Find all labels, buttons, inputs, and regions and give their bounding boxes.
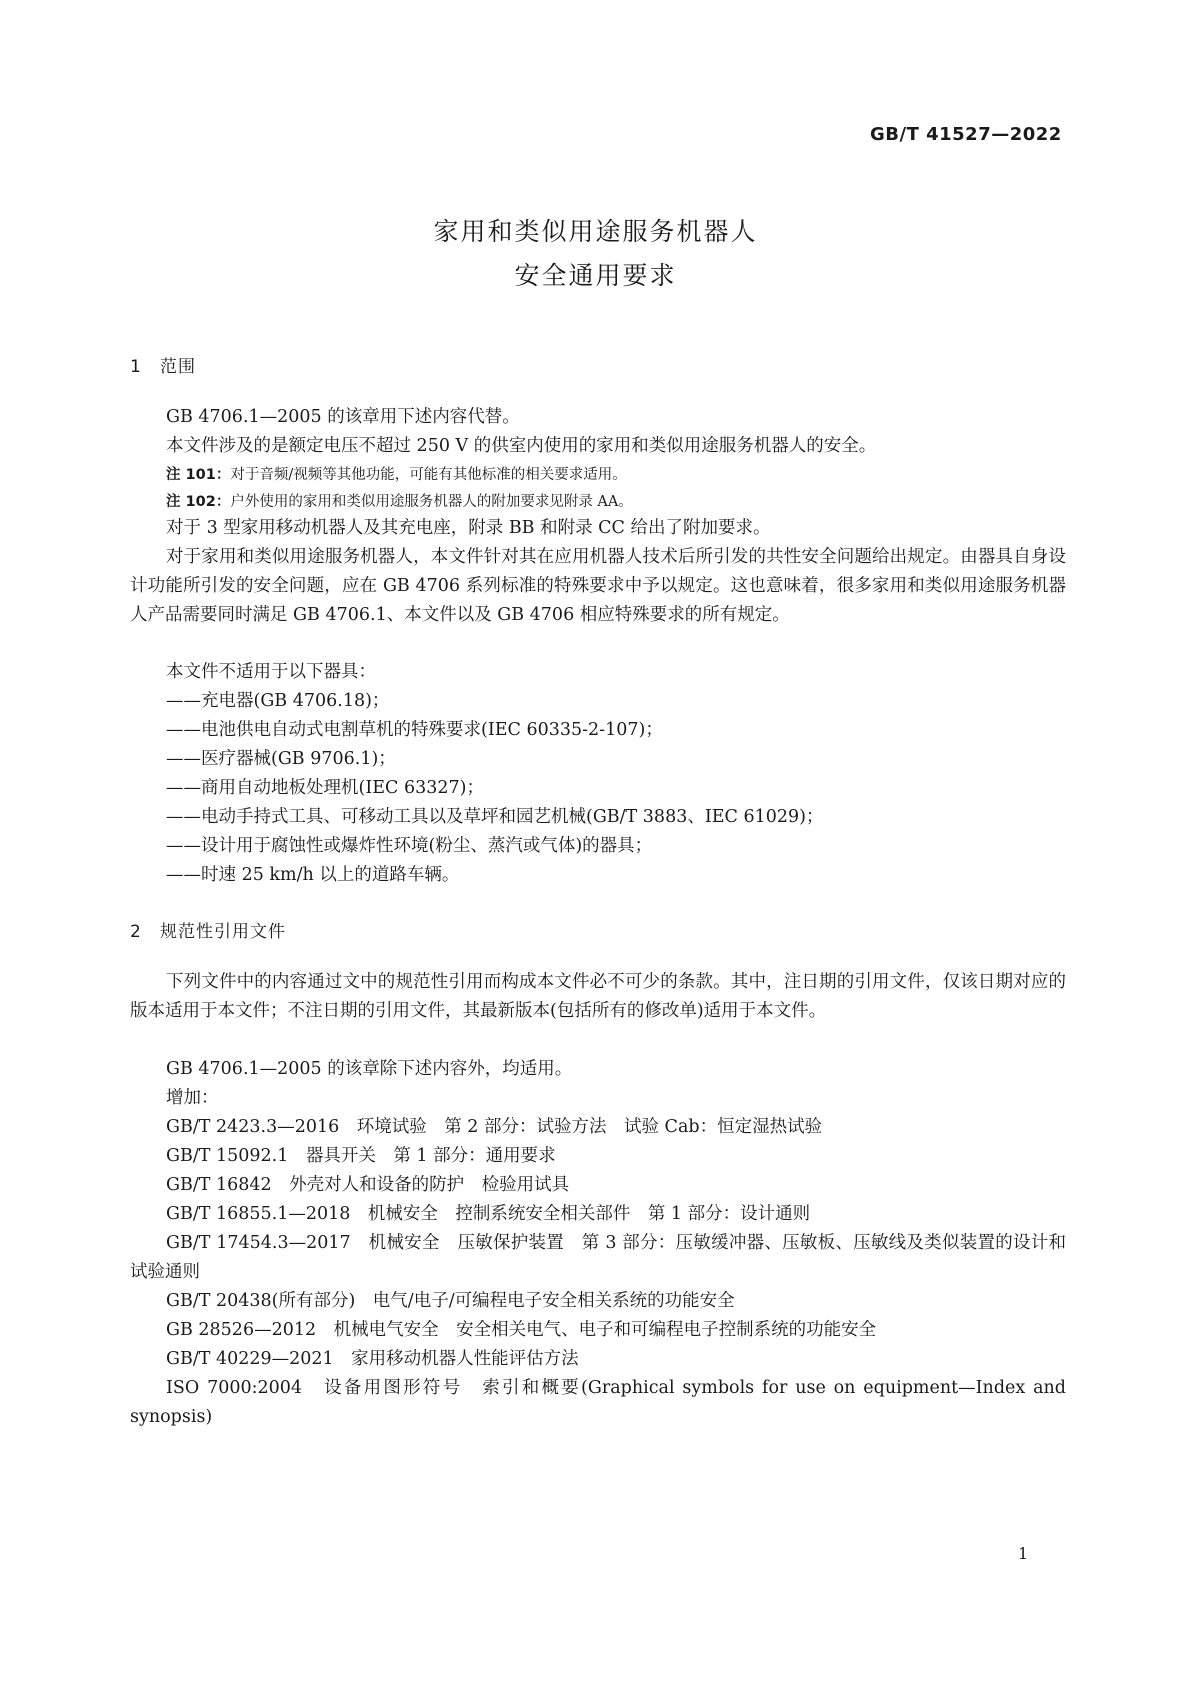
section-2-heading (130, 917, 286, 942)
section-2-paragraph-3: 增加： (166, 1088, 219, 1108)
exclusion-item: ——电动手持式工具、可移动工具以及草坪和园艺机械(GB/T 3883、IEC 61029)； (166, 807, 824, 827)
reference-item: GB/T 17454.3—2017 机械安全 压敏保护装置 第 3 部分：压敏缓冲器、压敏板、压敏线及类似装置的设计和试验通则 (130, 1233, 1066, 1282)
section-2-paragraph-2: GB 4706.1—2005 的该章除下述内容外，均适用。 (166, 1059, 573, 1079)
document-title-line1: 家用和类似用途服务机器人 (433, 217, 758, 246)
section-1-paragraph-4: 对于家用和类似用途服务机器人，本文件针对其在应用机器人技术后所引发的共性安全问题给出规定。由器具自身设计功能所引发的安全问题，应在 GB 4706 系列标准的特殊要求中予以规定。这也意味着，很多家用和类似用途服务机器人产品需要同时满足 GB 4706.1、本文件以及 GB 4706 相应特殊要求的所有规定。 (130, 547, 1066, 625)
note-102 (166, 491, 633, 513)
section-1-paragraph-3: 对于 3 型家用移动机器人及其充电座，附录 BB 和附录 CC 给出了附加要求。 (166, 518, 771, 538)
section-2-title: 规范性引用文件 (160, 922, 286, 942)
reference-item: GB/T 16855.1—2018 机械安全 控制系统安全相关部件 第 1 部分：设计通则 (166, 1204, 811, 1224)
section-1-paragraph-2: 本文件涉及的是额定电压不超过 250 V 的供室内使用的家用和类似用途服务机器人的安全。 (166, 436, 877, 456)
note-102-text: 户外使用的家用和类似用途服务机器人的附加要求见附录 AA。 (230, 494, 633, 510)
reference-item: GB/T 2423.3—2016 环境试验 第 2 部分：试验方法 试验 Cab：恒定湿热试验 (166, 1117, 823, 1137)
reference-item: ISO 7000:2004 设备用图形符号 索引和概要(Graphical symbols for use on equipment—Index and synopsis) (130, 1378, 1066, 1427)
document-title-line2: 安全通用要求 (514, 261, 677, 290)
section-2-number: 2 (130, 922, 142, 942)
standard-code: GB/T 41527—2022 (870, 124, 1062, 145)
page-number: 1 (1018, 1544, 1029, 1563)
exclusion-item: ——商用自动地板处理机(IEC 63327)； (166, 778, 484, 798)
reference-item: GB/T 15092.1 器具开关 第 1 部分：通用要求 (166, 1146, 556, 1166)
section-1-paragraph-5: 本文件不适用于以下器具： (166, 662, 376, 682)
note-101-text: 对于音频/视频等其他功能，可能有其他标准的相关要求适用。 (230, 467, 627, 483)
note-102-label: 注 102： (166, 494, 231, 510)
section-1-title: 范围 (160, 357, 196, 377)
reference-item: GB/T 16842 外壳对人和设备的防护 检验用试具 (166, 1175, 570, 1195)
reference-item: GB/T 20438(所有部分) 电气/电子/可编程电子安全相关系统的功能安全 (166, 1291, 735, 1311)
reference-item: GB/T 40229—2021 家用移动机器人性能评估方法 (166, 1349, 579, 1369)
exclusion-item: ——充电器(GB 4706.18)； (166, 691, 390, 711)
exclusion-item: ——时速 25 km/h 以上的道路车辆。 (166, 865, 460, 885)
section-2-paragraph-1: 下列文件中的内容通过文中的规范性引用而构成本文件必不可少的条款。其中，注日期的引用文件，仅该日期对应的版本适用于本文件；不注日期的引用文件，其最新版本(包括所有的修改单)适用于本文件。 (130, 972, 1066, 1021)
note-101 (166, 464, 627, 486)
exclusion-item: ——医疗器械(GB 9706.1)； (166, 749, 396, 769)
section-1-heading (130, 352, 196, 377)
section-1-paragraph-1: GB 4706.1—2005 的该章用下述内容代替。 (166, 407, 520, 427)
exclusion-item: ——电池供电自动式电割草机的特殊要求(IEC 60335-2-107)； (166, 720, 663, 740)
exclusion-item: ——设计用于腐蚀性或爆炸性环境(粉尘、蒸汽或气体)的器具； (166, 836, 653, 856)
section-1-number: 1 (130, 357, 142, 377)
reference-item: GB 28526—2012 机械电气安全 安全相关电气、电子和可编程电子控制系统的功能安全 (166, 1320, 877, 1340)
note-101-label: 注 101： (166, 467, 231, 483)
